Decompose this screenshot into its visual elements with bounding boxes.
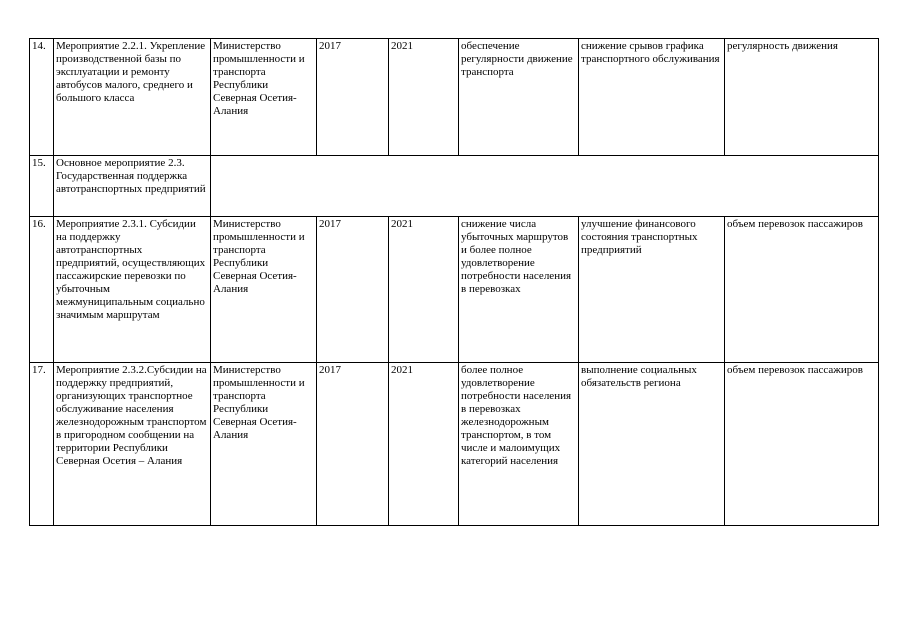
event-cell: Мероприятие 2.2.1. Укрепление производственной базы по эксплуатации и ремонту автобусов малого, среднего и большого класса: [54, 39, 211, 156]
table-row: [30, 217, 879, 363]
start-year-cell: 2017: [317, 217, 389, 363]
row-number-cell: 14.: [30, 39, 54, 156]
event-cell: Основное мероприятие 2.3. Государственная поддержка автотранспортных предприятий: [54, 156, 211, 217]
indicator-cell: объем перевозок пассажиров: [725, 363, 879, 526]
expected-result-cell: более полное удовлетворение потребности населения в перевозках железнодорожным транспортом, в том числе и малоимущих категорий населения: [459, 363, 579, 526]
event-cell: Мероприятие 2.3.1. Субсидии на поддержку автотранспортных предприятий, осуществляющих пассажирские перевозки по убыточным межмуниципальным социально значимым маршрутам: [54, 217, 211, 363]
executor-cell: Министерство промышленности и транспорта Республики Северная Осетия-Алания: [211, 39, 317, 156]
row-number-cell: 17.: [30, 363, 54, 526]
executor-cell: Министерство промышленности и транспорта Республики Северная Осетия-Алания: [211, 363, 317, 526]
row-number-cell: 16.: [30, 217, 54, 363]
event-cell: Мероприятие 2.3.2.Субсидии на поддержку предприятий, организующих транспортное обслуживание населения железнодорожным транспортом в пригородном сообщении на территории Республики Северная Осетия – Алания: [54, 363, 211, 526]
expected-result-cell: снижение числа убыточных маршрутов и более полное удовлетворение потребности населения в перевозках: [459, 217, 579, 363]
row-number-cell: 15.: [30, 156, 54, 217]
end-year-cell: 2021: [389, 217, 459, 363]
expected-result-cell: обеспечение регулярности движение транспорта: [459, 39, 579, 156]
start-year-cell: 2017: [317, 39, 389, 156]
table-row: [30, 156, 879, 217]
indicator-cell: регулярность движения: [725, 39, 879, 156]
end-year-cell: 2021: [389, 363, 459, 526]
end-year-cell: 2021: [389, 39, 459, 156]
executor-cell: Министерство промышленности и транспорта Республики Северная Осетия-Алания: [211, 217, 317, 363]
consequences-cell: снижение срывов графика транспортного обслуживания: [579, 39, 725, 156]
table-row: [30, 363, 879, 526]
start-year-cell: 2017: [317, 363, 389, 526]
indicator-cell: объем перевозок пассажиров: [725, 217, 879, 363]
program-measures-table: [29, 38, 879, 526]
merged-empty-cell: [211, 156, 879, 217]
consequences-cell: выполнение социальных обязательств региона: [579, 363, 725, 526]
consequences-cell: улучшение финансового состояния транспортных предприятий: [579, 217, 725, 363]
table-row: [30, 39, 879, 156]
